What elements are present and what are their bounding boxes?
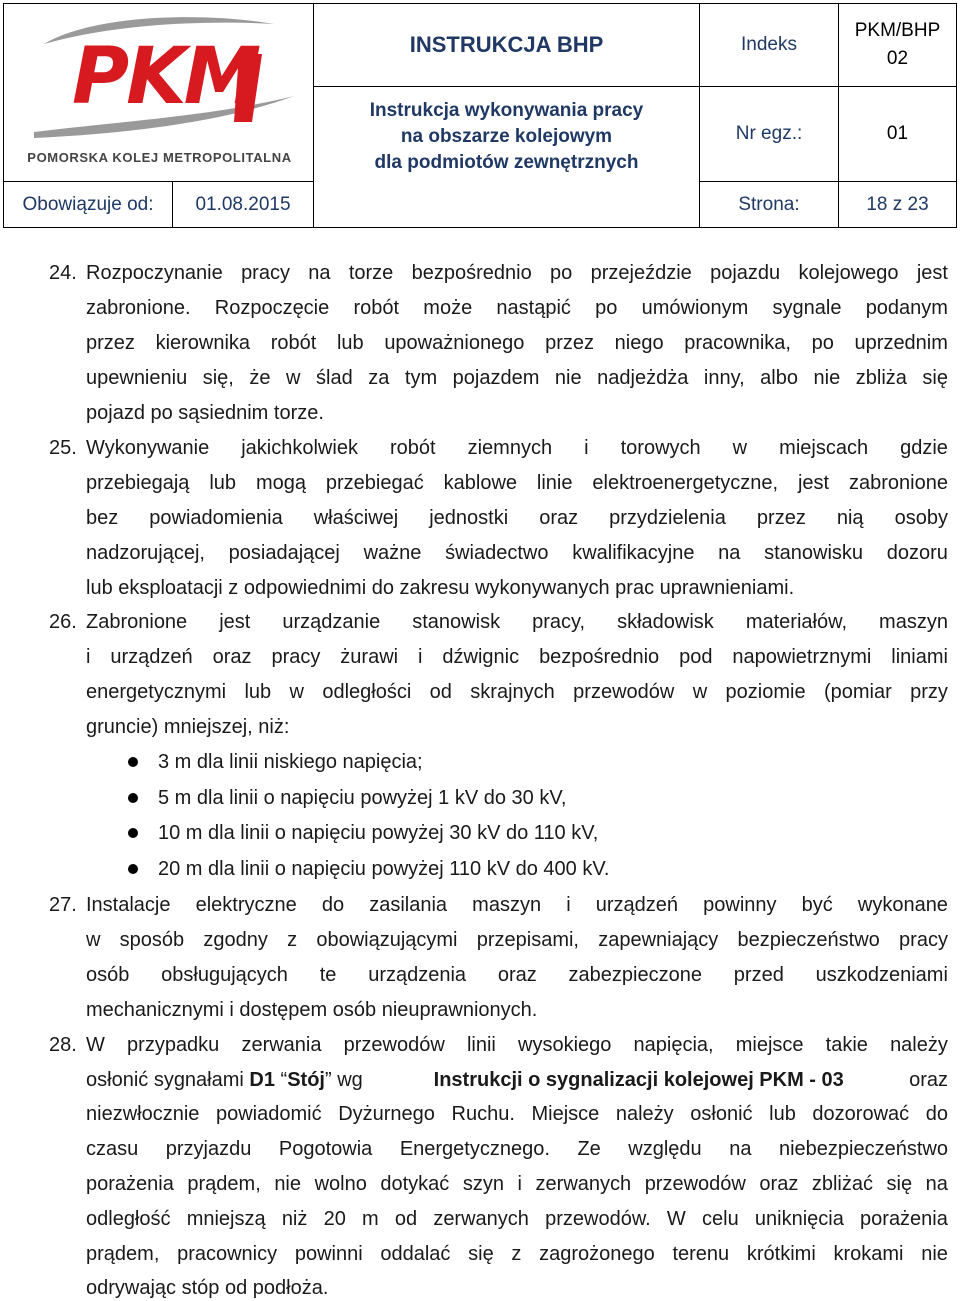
- word: pod: [679, 646, 713, 668]
- word: te: [319, 964, 337, 986]
- paragraph-line: [86, 1206, 948, 1232]
- word: krokami: [833, 1243, 904, 1265]
- word: gdzie: [900, 437, 948, 459]
- word: urządzeń: [595, 894, 679, 916]
- word: obsługujących: [161, 964, 288, 986]
- valid-value: 01.08.2015: [195, 193, 291, 215]
- word: powiadomienia: [149, 507, 283, 529]
- word: i: [566, 894, 571, 916]
- word: dźwignic: [442, 646, 520, 668]
- bullet-item: 10 m dla linii o napięciu powyżej 30 kV do 110 kV,: [158, 822, 599, 844]
- word: porażenia: [86, 1173, 174, 1195]
- word: robót: [389, 437, 436, 459]
- word: na: [308, 262, 331, 284]
- word: przez: [756, 507, 806, 529]
- word: lub: [336, 332, 364, 354]
- bullet-item: 20 m dla linii o napięciu powyżej 110 kV do 400 kV.: [158, 858, 610, 880]
- paragraph-line: [86, 892, 948, 918]
- word: urządzeń: [110, 646, 193, 668]
- word: Ze: [577, 1138, 601, 1160]
- bullet-dot-icon: [128, 757, 138, 767]
- word: Dyżurnego: [338, 1103, 435, 1125]
- signal-name: Stój: [287, 1069, 325, 1091]
- word: od: [394, 1208, 418, 1230]
- word: przewodów: [573, 681, 675, 703]
- word: robót: [270, 332, 317, 354]
- word: bezpośrednio: [411, 262, 532, 284]
- bullet-dot-icon: [128, 793, 138, 803]
- word: po: [550, 262, 573, 284]
- word: nie: [274, 1173, 302, 1195]
- word: kwalifikacyjne: [572, 542, 695, 564]
- word: 20: [323, 1208, 346, 1230]
- word: niż: [281, 1208, 308, 1230]
- word: pracy,: [532, 611, 586, 633]
- word: osób: [86, 964, 130, 986]
- paragraph-line: [86, 330, 948, 356]
- word: do: [321, 894, 345, 916]
- word: zbliżać: [811, 1173, 873, 1195]
- word: ważne: [363, 542, 422, 564]
- word: podanym: [865, 297, 948, 319]
- word: należy: [615, 1103, 674, 1125]
- word: stanowisku: [764, 542, 864, 564]
- word: takie: [825, 1034, 868, 1056]
- word: miejsce: [735, 1034, 804, 1056]
- word: zapewniający: [598, 929, 719, 951]
- paragraph-line: [86, 295, 948, 321]
- word: i: [517, 1173, 522, 1195]
- word: W: [666, 1208, 686, 1230]
- word: może: [423, 297, 473, 319]
- word: żurawi: [340, 646, 399, 668]
- word: oddalać: [380, 1243, 451, 1265]
- word: kierownika: [155, 332, 251, 354]
- word: z: [287, 929, 298, 951]
- word: (pomiar: [823, 681, 892, 703]
- paragraph-line: [86, 1136, 948, 1162]
- word: przyjazdu: [165, 1138, 252, 1160]
- subtitle-line: dla podmiotów zewnętrznych: [374, 152, 639, 173]
- word: wysokiego: [518, 1034, 612, 1056]
- word: maszyn: [472, 894, 542, 916]
- word: na: [718, 542, 741, 564]
- word: na: [925, 1173, 948, 1195]
- word: pracownicy: [177, 1243, 278, 1265]
- word: zerwanych: [535, 1173, 632, 1195]
- word: urządzenia: [368, 964, 467, 986]
- word: bezpieczeństwo: [737, 929, 880, 951]
- subtitle-line: Instrukcja wykonywania pracy: [369, 100, 644, 121]
- word: przebiegać: [325, 472, 424, 494]
- word: tym: [404, 367, 438, 389]
- word: odległości: [322, 681, 412, 703]
- word: upoważnionego: [384, 332, 525, 354]
- word: zabronione.: [86, 297, 191, 319]
- word: po: [811, 332, 834, 354]
- word: Zabronione: [86, 611, 188, 633]
- word: zabezpieczone: [568, 964, 702, 986]
- word: zabronione: [849, 472, 948, 494]
- item-number: 26.: [49, 611, 77, 633]
- word: nie: [921, 1243, 948, 1265]
- paragraph-line: [86, 644, 948, 670]
- paragraph-line: [86, 1032, 948, 1058]
- word: się: [468, 1243, 494, 1265]
- word: krótkimi: [746, 1243, 816, 1265]
- word: oraz: [539, 507, 579, 529]
- paragraph-line: mechanicznymi i dostępem osób nieuprawnionych.: [86, 999, 538, 1021]
- paragraph-line: lub eksploatacji z odpowiednimi do zakresu wykonywanych prac uprawnieniami.: [86, 577, 795, 599]
- bullet-item: 3 m dla linii niskiego napięcia;: [158, 751, 423, 773]
- valid-label: Obowiązuje od:: [22, 193, 154, 215]
- paragraph-line: [86, 962, 948, 988]
- copy-label: Nr egz.:: [735, 123, 803, 144]
- word: m: [362, 1208, 379, 1230]
- word: zgodny: [203, 929, 268, 951]
- word: urządzanie: [282, 611, 381, 633]
- word: celu: [702, 1208, 739, 1230]
- paragraph-line-mixed: [86, 1067, 948, 1093]
- index-value-line: PKM/BHP: [854, 20, 941, 41]
- word: zagrożonego: [539, 1243, 655, 1265]
- word: przebiegają: [86, 472, 190, 494]
- subtitle-line: na obszarze kolejowym: [400, 126, 613, 147]
- word: na: [729, 1138, 752, 1160]
- word: bez: [86, 507, 119, 529]
- word: dotykać: [380, 1173, 450, 1195]
- word: zerwanych: [433, 1208, 529, 1230]
- word: Instalacje: [86, 894, 171, 916]
- word: nastąpić: [496, 297, 571, 319]
- word: stanowisk: [412, 611, 501, 633]
- word: jednostki: [429, 507, 509, 529]
- word: Ruchu.: [451, 1103, 515, 1125]
- word: za: [368, 367, 390, 389]
- word: kablowe: [443, 472, 518, 494]
- index-value-line: 02: [886, 48, 909, 69]
- item-number: 28.: [49, 1034, 77, 1056]
- word: względu: [628, 1138, 702, 1160]
- word: oraz: [212, 646, 252, 668]
- logo-wordmark: PKM: [72, 32, 259, 122]
- page-label: Strona:: [738, 193, 800, 215]
- word: w: [86, 929, 101, 951]
- word: pracownika,: [684, 332, 791, 354]
- word: ślad: [316, 367, 353, 389]
- word: przepisami,: [476, 929, 579, 951]
- word: liniami: [891, 646, 948, 668]
- word: przypadku: [127, 1034, 220, 1056]
- word: się: [886, 1173, 913, 1195]
- word: lub: [244, 681, 272, 703]
- word: od: [429, 681, 452, 703]
- word: jest: [219, 611, 251, 633]
- paragraph-line: [86, 470, 948, 496]
- paragraph-line: [86, 540, 948, 566]
- word: W: [86, 1034, 105, 1056]
- word: materiałów,: [745, 611, 847, 633]
- bullet-item: 5 m dla linii o napięciu powyżej 1 kV do 30 kV,: [158, 787, 567, 809]
- word: przewodów: [343, 1034, 445, 1056]
- word: kolejowego: [798, 262, 899, 284]
- word: osoby: [894, 507, 948, 529]
- word: zasilania: [369, 894, 448, 916]
- word: prądem,: [187, 1173, 261, 1195]
- word: robót: [353, 297, 400, 319]
- word: się: [922, 367, 948, 389]
- word: przewodów: [644, 1173, 746, 1195]
- paragraph-line: pojazd po sąsiednim torze.: [86, 402, 324, 424]
- word: w: [692, 681, 708, 703]
- signal-code: D1: [249, 1069, 275, 1091]
- word: w: [732, 437, 748, 459]
- item-number: 24.: [49, 262, 77, 284]
- word: oraz: [759, 1173, 799, 1195]
- word: przez: [86, 332, 135, 354]
- word: mogą: [255, 472, 306, 494]
- word: powinni: [294, 1243, 363, 1265]
- word: Rozpoczęcie: [214, 297, 330, 319]
- word: nie: [813, 367, 841, 389]
- paragraph-line: [86, 927, 948, 953]
- word: nie: [554, 367, 582, 389]
- word: przydzielenia: [609, 507, 726, 529]
- document-title: INSTRUKCJA BHP: [409, 32, 604, 57]
- bullet-dot-icon: [128, 828, 138, 838]
- word: i: [584, 437, 589, 459]
- word: napowietrznymi: [732, 646, 872, 668]
- text-run: [86, 1067, 368, 1093]
- word: sygnale: [772, 297, 842, 319]
- word: Energetycznego.: [399, 1138, 550, 1160]
- word: poziomie: [725, 681, 806, 703]
- word: powiadomić: [215, 1103, 322, 1125]
- word: umówionym: [641, 297, 749, 319]
- text-run: “: [275, 1069, 288, 1091]
- text-run: ” wg: [325, 1069, 369, 1091]
- word: torowych: [620, 437, 701, 459]
- paragraph-line: [86, 365, 948, 391]
- word: mniejszą: [186, 1208, 266, 1230]
- word: w: [286, 367, 301, 389]
- word: czasu: [86, 1138, 139, 1160]
- word: torze: [348, 262, 394, 284]
- index-label: Indeks: [741, 34, 797, 55]
- word: do: [925, 1103, 948, 1125]
- word: przewodów.: [545, 1208, 651, 1230]
- word: niego: [614, 332, 664, 354]
- word: powinny: [703, 894, 777, 916]
- word: nadjeżdża: [597, 367, 689, 389]
- word: że: [249, 367, 271, 389]
- word: zerwania: [241, 1034, 322, 1056]
- paragraph-line: [86, 505, 948, 531]
- word: być: [801, 894, 833, 916]
- word: i: [418, 646, 423, 668]
- word: uprzednim: [854, 332, 948, 354]
- word: osłonić: [690, 1103, 753, 1125]
- word: dozorować: [812, 1103, 910, 1125]
- word: wolno: [314, 1173, 367, 1195]
- word: pracy: [271, 646, 321, 668]
- word: i: [86, 646, 91, 668]
- word: uszkodzeniami: [815, 964, 948, 986]
- word: elektroenergetyczne,: [592, 472, 779, 494]
- paragraph-line: [86, 609, 948, 635]
- word: się,: [202, 367, 234, 389]
- word: odległość: [86, 1208, 171, 1230]
- word: pracy: [899, 929, 948, 951]
- word: porażenia: [860, 1208, 948, 1230]
- word: oraz: [497, 964, 537, 986]
- word: przed: [733, 964, 784, 986]
- word: przejeździe: [590, 262, 692, 284]
- word: z: [511, 1243, 522, 1265]
- word: miejscach: [779, 437, 869, 459]
- word: lub: [769, 1103, 796, 1125]
- word: przy: [910, 681, 948, 703]
- word: energetycznymi: [86, 681, 227, 703]
- word: ziemnych: [467, 437, 553, 459]
- word: jest: [797, 472, 830, 494]
- paragraph-line: odrywając stóp od podłoża.: [86, 1277, 329, 1299]
- word: Rozpoczynanie: [86, 262, 223, 284]
- word: linie: [536, 472, 573, 494]
- word: upewnieniu: [86, 367, 188, 389]
- paragraph-line: [86, 1101, 948, 1127]
- paragraph-line: gruncie) mniejszej, niż:: [86, 716, 290, 738]
- word: skrajnych: [470, 681, 555, 703]
- word: niezwłocznie: [86, 1103, 200, 1125]
- text-run: osłonić sygnałami: [86, 1069, 250, 1091]
- word: napięcia,: [633, 1034, 714, 1056]
- word: nadzorującej,: [86, 542, 205, 564]
- word: właściwej: [313, 507, 399, 529]
- word: obowiązującymi: [316, 929, 458, 951]
- word: wykonane: [857, 894, 948, 916]
- word: inny,: [703, 367, 745, 389]
- word: świadectwo: [445, 542, 549, 564]
- word: bezpośrednio: [539, 646, 660, 668]
- word: linii: [466, 1034, 496, 1056]
- paragraph-line: [86, 435, 948, 461]
- item-number: 27.: [49, 894, 77, 916]
- word: posiadającej: [228, 542, 340, 564]
- word: maszyn: [879, 611, 948, 633]
- word: terenu: [672, 1243, 730, 1265]
- word: składowisk: [617, 611, 714, 633]
- word: niebezpieczeństwo: [778, 1138, 948, 1160]
- word: Wykonywanie: [86, 437, 210, 459]
- paragraph-line: [86, 260, 948, 286]
- word: należy: [890, 1034, 948, 1056]
- word: Miejsce: [531, 1103, 600, 1125]
- word: pojazdu: [710, 262, 781, 284]
- instruction-reference: Instrukcji o sygnalizacji kolejowej PKM - 03: [433, 1069, 844, 1091]
- word: albo: [760, 367, 798, 389]
- word: pracy: [241, 262, 290, 284]
- word: lub: [209, 472, 237, 494]
- bullet-dot-icon: [128, 864, 138, 874]
- word: uniknięcia: [754, 1208, 844, 1230]
- text-run: oraz: [909, 1069, 948, 1091]
- word: szyn: [462, 1173, 504, 1195]
- word: elektryczne: [195, 894, 297, 916]
- word: jakichkolwiek: [241, 437, 358, 459]
- word: pojazdem: [452, 367, 540, 389]
- page-value: 18 z 23: [866, 193, 929, 215]
- copy-value: 01: [886, 123, 909, 144]
- word: zbliża: [855, 367, 907, 389]
- word: po: [595, 297, 618, 319]
- word: przez: [545, 332, 594, 354]
- logo-caption: POMORSKA KOLEJ METROPOLITALNA: [27, 150, 292, 165]
- word: sposób: [119, 929, 185, 951]
- word: dozoru: [886, 542, 948, 564]
- word: jest: [916, 262, 948, 284]
- word: w: [289, 681, 304, 703]
- word: Pogotowia: [278, 1138, 373, 1160]
- item-number: 25.: [49, 437, 77, 459]
- paragraph-line: [86, 1241, 948, 1267]
- paragraph-line: [86, 1171, 948, 1197]
- word: nią: [836, 507, 864, 529]
- paragraph-line: [86, 679, 948, 705]
- word: prądem,: [86, 1243, 160, 1265]
